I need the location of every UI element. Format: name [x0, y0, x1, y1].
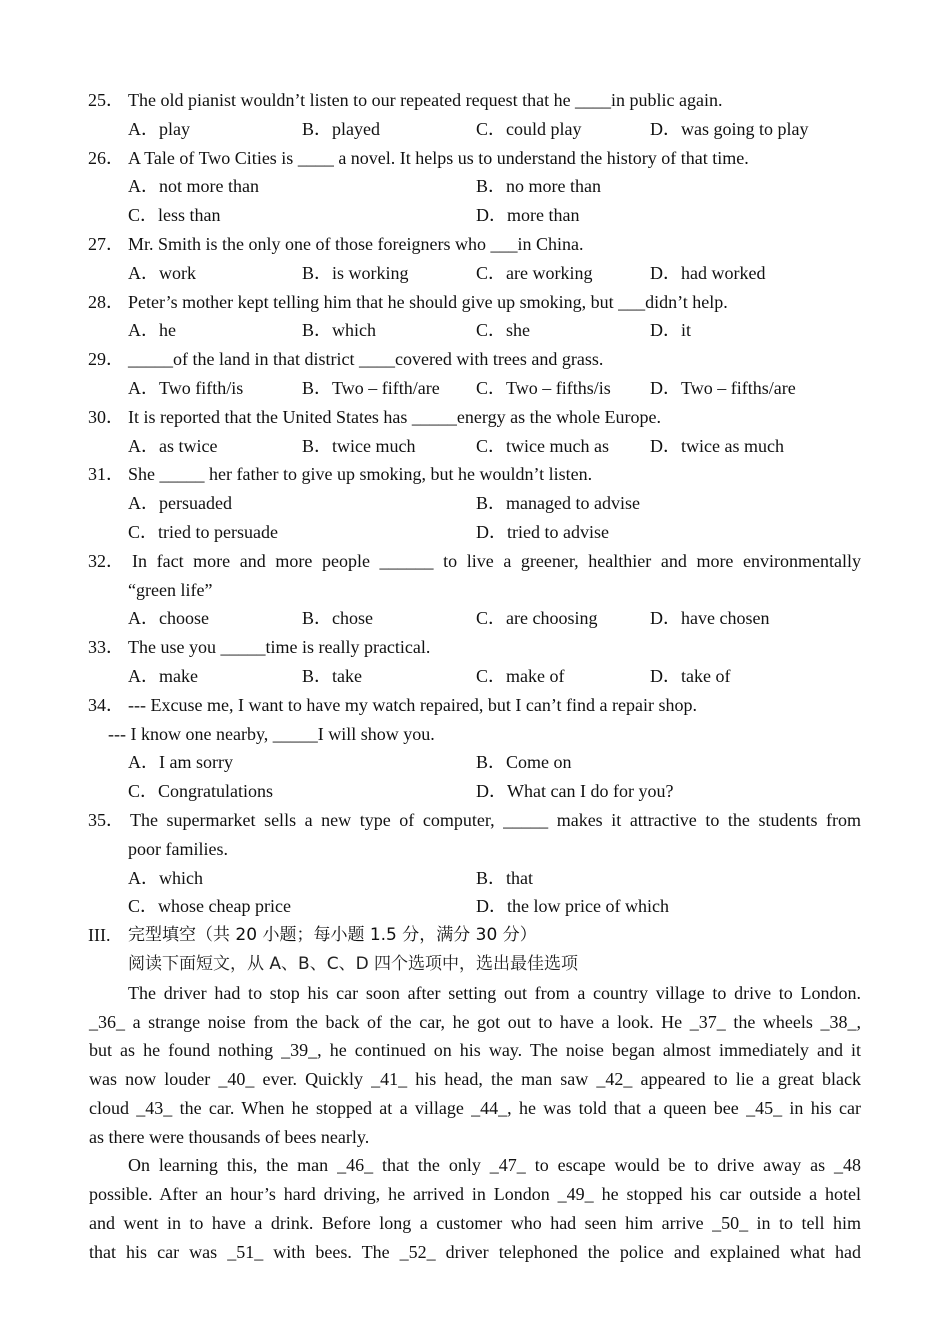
- options-32: [0, 604, 950, 633]
- dialogue-reply: --- I know one nearby, _____I will show you.: [108, 723, 435, 744]
- option-b[interactable]: B．which: [302, 320, 376, 341]
- passage-line: [0, 1123, 950, 1152]
- passage-text: and went in to have a drink. Before long a customer who had seen him arrive _50_ in to tell him: [89, 1213, 861, 1234]
- option-a[interactable]: A．persuaded: [128, 493, 232, 514]
- question-number: 32．: [88, 550, 124, 571]
- option-c[interactable]: C．less than: [128, 205, 221, 226]
- question-28: [0, 288, 950, 317]
- section-title: 完型填空（共 20 小题；每小题 1.5 分，满分 30 分）: [128, 925, 537, 946]
- question-35: [0, 806, 950, 835]
- option-d[interactable]: D．have chosen: [650, 608, 770, 629]
- option-a[interactable]: A．choose: [128, 608, 209, 629]
- option-b[interactable]: B．Come on: [476, 752, 572, 773]
- options-33: [0, 662, 950, 691]
- passage-text: possible. After an hour’s hard driving, he arrived in London _49_ he stopped his car outside a hotel: [89, 1184, 861, 1205]
- question-number: 30．: [88, 406, 124, 427]
- options-29: [0, 374, 950, 403]
- option-d[interactable]: D．the low price of which: [476, 896, 669, 917]
- option-d[interactable]: D．more than: [476, 205, 580, 226]
- question-text: Mr. Smith is the only one of those foreigners who ___in China.: [128, 233, 584, 254]
- question-text: She _____ her father to give up smoking, but he wouldn’t listen.: [128, 464, 593, 485]
- option-b[interactable]: B．played: [302, 118, 380, 139]
- passage-text: was now louder _40_ ever. Quickly _41_ his head, the man saw _42_ appeared to lie a great black: [89, 1069, 861, 1090]
- options-35-row2: [0, 892, 950, 921]
- option-b[interactable]: B．take: [302, 665, 362, 686]
- option-b[interactable]: B．chose: [302, 608, 373, 629]
- passage-line: [0, 1238, 950, 1267]
- question-text: A Tale of Two Cities is ____ a novel. It helps us to understand the history of that time.: [128, 147, 749, 168]
- question-31: [0, 460, 950, 489]
- question-33: [0, 633, 950, 662]
- options-26-row1: [0, 172, 950, 201]
- question-25: [0, 86, 950, 115]
- question-number: 33．: [88, 637, 124, 658]
- exam-page: [0, 86, 950, 1267]
- question-34-reply: [0, 720, 950, 749]
- question-text: It is reported that the United States has _____energy as the whole Europe.: [128, 406, 662, 427]
- question-number: 28．: [88, 291, 124, 312]
- option-a[interactable]: A．I am sorry: [128, 752, 233, 773]
- option-a[interactable]: A．play: [128, 118, 190, 139]
- question-34: [0, 691, 950, 720]
- options-26-row2: [0, 201, 950, 230]
- option-d[interactable]: D．tried to advise: [476, 521, 609, 542]
- option-c[interactable]: C．Two – fifths/is: [476, 377, 611, 398]
- question-text: The old pianist wouldn’t listen to our repeated request that he ____in public again.: [128, 90, 723, 110]
- passage-line: [0, 1151, 950, 1180]
- options-34-row1: [0, 748, 950, 777]
- passage-line: [0, 1036, 950, 1065]
- passage-line: [0, 1008, 950, 1037]
- option-c[interactable]: C．she: [476, 320, 530, 341]
- option-d[interactable]: D．What can I do for you?: [476, 781, 674, 802]
- passage-text: On learning this, the man _46_ that the only _47_ to escape would be to drive away as _48: [128, 1155, 861, 1176]
- option-d[interactable]: D．take of: [650, 665, 731, 686]
- option-d[interactable]: D．Two – fifths/are: [650, 377, 796, 398]
- question-text: Peter’s mother kept telling him that he should give up smoking, but ___didn’t help.: [128, 291, 728, 312]
- question-text-continued: “green life”: [128, 579, 213, 600]
- options-28: [0, 316, 950, 345]
- option-d[interactable]: D．had worked: [650, 262, 766, 283]
- question-text-continued: poor families.: [128, 838, 228, 859]
- options-35-row1: [0, 864, 950, 893]
- option-b[interactable]: B．that: [476, 867, 533, 888]
- options-34-row2: [0, 777, 950, 806]
- question-30: [0, 403, 950, 432]
- option-a[interactable]: A．which: [128, 867, 203, 888]
- section-heading: [0, 921, 950, 950]
- question-text: The supermarket sells a new type of computer, _____ makes it attractive to the students from: [130, 809, 861, 830]
- option-a[interactable]: A．work: [128, 262, 196, 283]
- passage-line: [0, 1094, 950, 1123]
- question-29: [0, 345, 950, 374]
- option-a[interactable]: A．Two fifth/is: [128, 377, 244, 398]
- passage-line: [0, 1065, 950, 1094]
- option-b[interactable]: B．Two – fifth/are: [302, 377, 440, 398]
- option-d[interactable]: D．was going to play: [650, 118, 809, 139]
- option-c[interactable]: C．whose cheap price: [128, 896, 291, 917]
- question-number: 29．: [88, 349, 124, 370]
- option-c[interactable]: C．make of: [476, 665, 565, 686]
- question-text: _____of the land in that district ____covered with trees and grass.: [128, 349, 604, 370]
- option-c[interactable]: C．Congratulations: [128, 781, 273, 802]
- option-b[interactable]: B．is working: [302, 262, 409, 283]
- question-number: 31．: [88, 464, 124, 485]
- question-number: 26．: [88, 147, 124, 168]
- option-a[interactable]: A．as twice: [128, 435, 218, 456]
- options-31-row2: [0, 518, 950, 547]
- option-c[interactable]: C．tried to persuade: [128, 521, 278, 542]
- passage-line: [0, 1209, 950, 1238]
- option-c[interactable]: C．twice much as: [476, 435, 609, 456]
- question-text: In fact more and more people ______ to live a greener, healthier and more environmentally: [132, 550, 861, 571]
- option-c[interactable]: C．are choosing: [476, 608, 598, 629]
- section-instruction: 阅读下面短文，从 A、B、C、D 四个选项中，选出最佳选项: [128, 953, 579, 974]
- option-b[interactable]: B．managed to advise: [476, 493, 640, 514]
- option-a[interactable]: A．he: [128, 320, 176, 341]
- option-d[interactable]: D．twice as much: [650, 435, 784, 456]
- option-a[interactable]: A．not more than: [128, 176, 259, 197]
- option-b[interactable]: B．twice much: [302, 435, 416, 456]
- options-30: [0, 432, 950, 461]
- question-35-cont: [0, 835, 950, 864]
- question-26: [0, 144, 950, 173]
- question-number: 27．: [88, 233, 124, 254]
- option-c[interactable]: C．could play: [476, 118, 582, 139]
- question-32-cont: [0, 576, 950, 605]
- question-number: 35．: [88, 809, 124, 830]
- question-27: [0, 230, 950, 259]
- passage-line: [0, 979, 950, 1008]
- options-31-row1: [0, 489, 950, 518]
- question-text: The use you _____time is really practical.: [128, 637, 431, 658]
- options-25: [0, 115, 950, 144]
- passage-text: cloud _43_ the car. When he stopped at a village _44_, he was told that a queen bee _45_ in his car: [89, 1097, 861, 1118]
- passage-text: but as he found nothing _39_, he continued on his way. The noise began almost immediately and it: [89, 1040, 861, 1061]
- question-text: --- Excuse me, I want to have my watch repaired, but I can’t find a repair shop.: [128, 694, 697, 715]
- passage-text: as there were thousands of bees nearly.: [89, 1126, 370, 1147]
- option-c[interactable]: C．are working: [476, 262, 593, 283]
- passage-text: that his car was _51_ with bees. The _52_ driver telephoned the police and explained what had: [89, 1241, 861, 1262]
- question-number: 34．: [88, 694, 124, 715]
- question-number: 25．: [88, 90, 124, 110]
- passage-line: [0, 1180, 950, 1209]
- option-d[interactable]: D．it: [650, 320, 692, 341]
- passage-text: The driver had to stop his car soon after setting out from a country village to drive to London.: [128, 982, 861, 1003]
- option-a[interactable]: A．make: [128, 665, 198, 686]
- question-32: [0, 547, 950, 576]
- section-number: III.: [88, 925, 111, 946]
- passage-text: _36_ a strange noise from the back of the car, he got out to have a look. He _37_ the wheels _38_,: [89, 1011, 861, 1032]
- option-b[interactable]: B．no more than: [476, 176, 601, 197]
- options-27: [0, 259, 950, 288]
- section-instruction-line: [0, 950, 950, 979]
